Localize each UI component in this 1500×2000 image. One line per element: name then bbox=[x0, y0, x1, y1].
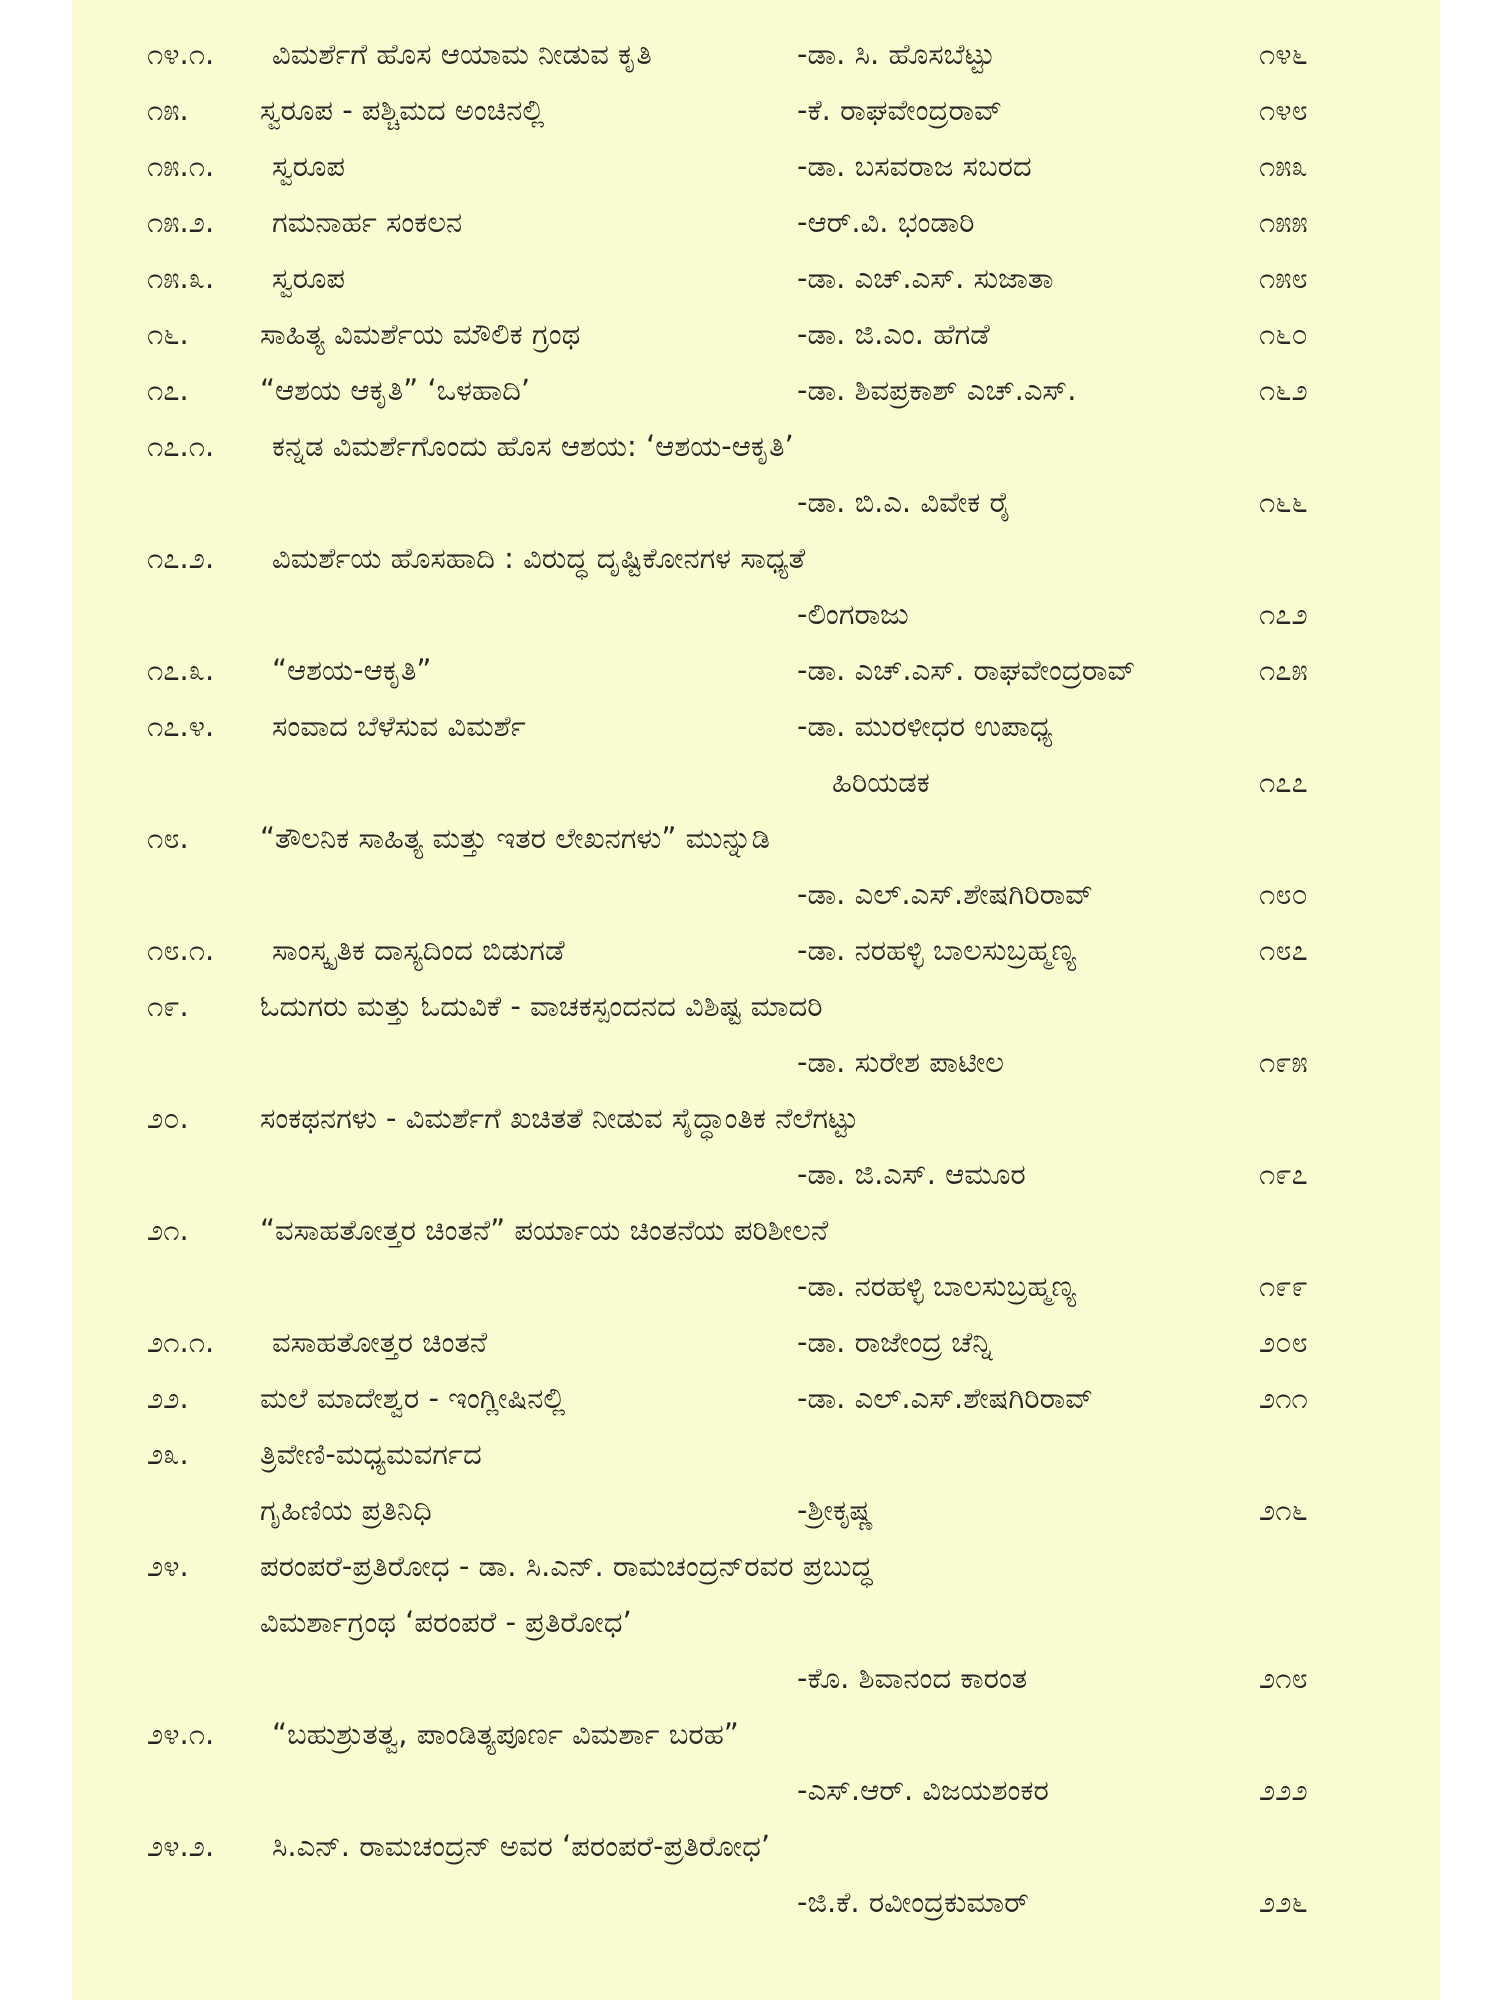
entry-number: ೧೭.೩. bbox=[147, 653, 215, 687]
entry-number: ೧೮. bbox=[147, 821, 189, 855]
toc-entry bbox=[72, 978, 1440, 1034]
toc-entry bbox=[72, 1538, 1440, 1594]
entry-author: -ಶ್ರೀಕೃಷ್ಣ bbox=[797, 1493, 874, 1527]
entry-title: “ಆಶಯ ಆಕೃತಿ” ‘ಒಳಹಾದಿ’ bbox=[260, 373, 531, 407]
entry-number: ೨೧.೧. bbox=[147, 1325, 215, 1359]
entry-page: ೧೭೭ bbox=[1259, 765, 1308, 799]
entry-title: ತ್ರಿವೇಣಿ-ಮಧ್ಯಮವರ್ಗದ bbox=[260, 1437, 482, 1471]
toc-entry bbox=[72, 418, 1440, 474]
toc-entry-continuation bbox=[72, 1258, 1440, 1314]
entry-page: ೧೫೫ bbox=[1259, 205, 1308, 239]
entry-title: ಸಂವಾದ ಬೆಳೆಸುವ ವಿಮರ್ಶೆ bbox=[272, 709, 526, 743]
entry-page: ೧೫೩ bbox=[1259, 149, 1308, 183]
toc-entry bbox=[72, 1314, 1440, 1370]
toc-entry-continuation bbox=[72, 1594, 1440, 1650]
toc-entry bbox=[72, 138, 1440, 194]
entry-page: ೧೯೯ bbox=[1259, 1269, 1308, 1303]
entry-title: ಸಂಕಥನಗಳು - ವಿಮರ್ಶೆಗೆ ಖಚಿತತೆ ನೀಡುವ ಸೈದ್ಧಾಂತಿಕ ನೆಲೆಗಟ್ಟು bbox=[260, 1101, 859, 1135]
entry-number: ೧೫.೩. bbox=[147, 261, 215, 295]
toc-entry bbox=[72, 1090, 1440, 1146]
toc-entry bbox=[72, 1426, 1440, 1482]
entry-author: ಹಿರಿಯಡಕ bbox=[832, 765, 930, 799]
toc-entry bbox=[72, 26, 1440, 82]
entry-author: -ಎಸ್.ಆರ್. ವಿಜಯಶಂಕರ bbox=[797, 1773, 1049, 1807]
entry-author: -ಡಾ. ಎಲ್.ಎಸ್.ಶೇಷಗಿರಿರಾವ್ bbox=[797, 1381, 1094, 1415]
toc-entry-continuation bbox=[72, 1146, 1440, 1202]
entry-page: ೧೬೦ bbox=[1259, 317, 1308, 351]
toc-entry-continuation bbox=[72, 1874, 1440, 1930]
entry-title: ಸ್ವರೂಪ - ಪಶ್ಚಿಮದ ಅಂಚಿನಲ್ಲಿ bbox=[260, 93, 545, 127]
entry-title: ಸ್ವರೂಪ bbox=[272, 261, 346, 295]
entry-number: ೧೭.೨. bbox=[147, 541, 215, 575]
entry-page: ೧೪೬ bbox=[1259, 37, 1308, 71]
toc-entry-continuation bbox=[72, 586, 1440, 642]
entry-author: -ಡಾ. ಸುರೇಶ ಪಾಟೀಲ bbox=[797, 1045, 1005, 1079]
entry-title: ಸಿ.ಎನ್. ರಾಮಚಂದ್ರನ್ ಅವರ ‘ಪರಂಪರೆ-ಪ್ರತಿರೋಧ’ bbox=[272, 1829, 771, 1863]
toc-entry bbox=[72, 810, 1440, 866]
toc-entry bbox=[72, 530, 1440, 586]
toc-entry-continuation bbox=[72, 754, 1440, 810]
entry-title: ಗಮನಾರ್ಹ ಸಂಕಲನ bbox=[272, 205, 463, 239]
entry-page: ೧೬೬ bbox=[1259, 485, 1308, 519]
entry-title: ಕನ್ನಡ ವಿಮರ್ಶೆಗೊಂದು ಹೊಸ ಆಶಯ: ‘ಆಶಯ-ಆಕೃತಿ’ bbox=[272, 429, 794, 463]
entry-author: -ಡಾ. ಜಿ.ಎಂ. ಹೆಗಡೆ bbox=[797, 317, 990, 351]
toc-entry bbox=[72, 250, 1440, 306]
toc-entry-continuation bbox=[72, 474, 1440, 530]
entry-author: -ಕೆ. ರಾಘವೇಂದ್ರರಾವ್ bbox=[797, 93, 1003, 127]
entry-number: ೧೫.೨. bbox=[147, 205, 215, 239]
entry-title: ವಿಮರ್ಶಾಗ್ರಂಥ ‘ಪರಂಪರೆ - ಪ್ರತಿರೋಧ’ bbox=[260, 1605, 632, 1639]
entry-title: ವಿಮರ್ಶೆಗೆ ಹೊಸ ಆಯಾಮ ನೀಡುವ ಕೃತಿ bbox=[272, 37, 652, 71]
entry-page: ೨೨೨ bbox=[1259, 1773, 1308, 1807]
entry-title: ಗೃಹಿಣಿಯ ಪ್ರತಿನಿಧಿ bbox=[260, 1493, 432, 1527]
entry-page: ೧೫೮ bbox=[1259, 261, 1308, 295]
entry-page: ೨೦೮ bbox=[1259, 1325, 1308, 1359]
toc-entry bbox=[72, 698, 1440, 754]
entry-author: -ಡಾ. ಎಚ್.ಎಸ್. ಸುಜಾತಾ bbox=[797, 261, 1054, 295]
entry-number: ೧೭.೪. bbox=[147, 709, 215, 743]
table-of-contents bbox=[72, 0, 1440, 2000]
entry-author: -ಕೊ. ಶಿವಾನಂದ ಕಾರಂತ bbox=[797, 1661, 1028, 1695]
entry-number: ೨೪.೨. bbox=[147, 1829, 215, 1863]
toc-entry bbox=[72, 1370, 1440, 1426]
entry-author: -ಡಾ. ರಾಜೇಂದ್ರ ಚೆನ್ನಿ bbox=[797, 1325, 993, 1359]
entry-number: ೨೧. bbox=[147, 1213, 189, 1247]
toc-entry bbox=[72, 194, 1440, 250]
entry-number: ೧೭. bbox=[147, 373, 189, 407]
entry-page: ೧೭೨ bbox=[1259, 597, 1308, 631]
entry-page: ೧೯೭ bbox=[1259, 1157, 1308, 1191]
entry-page: ೨೧೧ bbox=[1259, 1381, 1308, 1415]
entry-author: -ಡಾ. ಶಿವಪ್ರಕಾಶ್ ಎಚ್.ಎಸ್. bbox=[797, 373, 1077, 407]
entry-author: -ಡಾ. ಜಿ.ಎಸ್. ಆಮೂರ bbox=[797, 1157, 1026, 1191]
entry-title: “ಬಹುಶ್ರುತತ್ವ, ಪಾಂಡಿತ್ಯಪೂರ್ಣ ವಿಮರ್ಶಾ ಬರಹ” bbox=[272, 1717, 739, 1751]
entry-number: ೨೪. bbox=[147, 1549, 189, 1583]
entry-title: “ವಸಾಹತೋತ್ತರ ಚಿಂತನೆ” ಪರ್ಯಾಯ ಚಿಂತನೆಯ ಪರಿಶೀಲನೆ bbox=[260, 1213, 829, 1247]
entry-title: ಪರಂಪರೆ-ಪ್ರತಿರೋಧ - ಡಾ. ಸಿ.ಎನ್. ರಾಮಚಂದ್ರನ್‌ರವರ ಪ್ರಬುದ್ಧ bbox=[260, 1549, 873, 1583]
entry-page: ೧೪೮ bbox=[1259, 93, 1308, 127]
entry-author: -ಡಾ. ಎಲ್.ಎಸ್.ಶೇಷಗಿರಿರಾವ್ bbox=[797, 877, 1094, 911]
toc-entry bbox=[72, 306, 1440, 362]
entry-number: ೧೪.೧. bbox=[147, 37, 215, 71]
entry-author: -ಡಾ. ಬಿ.ಎ. ವಿವೇಕ ರೈ bbox=[797, 485, 1011, 519]
entry-author: -ಆರ್.ವಿ. ಭಂಡಾರಿ bbox=[797, 205, 975, 239]
entry-title: ವಸಾಹತೋತ್ತರ ಚಿಂತನೆ bbox=[272, 1325, 488, 1359]
entry-title: ಸಾಂಸ್ಕೃತಿಕ ದಾಸ್ಯದಿಂದ ಬಿಡುಗಡೆ bbox=[272, 933, 565, 967]
entry-number: ೧೬. bbox=[147, 317, 189, 351]
entry-page: ೨೧೬ bbox=[1259, 1493, 1308, 1527]
entry-page: ೨೧೮ bbox=[1259, 1661, 1308, 1695]
toc-entry bbox=[72, 1202, 1440, 1258]
entry-number: ೧೯. bbox=[147, 989, 189, 1023]
toc-entry-continuation bbox=[72, 1650, 1440, 1706]
toc-entry bbox=[72, 922, 1440, 978]
entry-title: “ತೌಲನಿಕ ಸಾಹಿತ್ಯ ಮತ್ತು ಇತರ ಲೇಖನಗಳು” ಮುನ್ನುಡಿ bbox=[260, 821, 770, 855]
entry-author: -ಡಾ. ಬಸವರಾಜ ಸಬರದ bbox=[797, 149, 1032, 183]
entry-page: ೨೨೬ bbox=[1259, 1885, 1308, 1919]
toc-entry bbox=[72, 82, 1440, 138]
toc-entry bbox=[72, 1818, 1440, 1874]
toc-entry bbox=[72, 642, 1440, 698]
entry-number: ೨೦. bbox=[147, 1101, 189, 1135]
entry-number: ೨೪.೧. bbox=[147, 1717, 215, 1751]
entry-page: ೧೭೫ bbox=[1259, 653, 1308, 687]
entry-author: -ಜಿ.ಕೆ. ರವೀಂದ್ರಕುಮಾರ್ bbox=[797, 1885, 1029, 1919]
entry-page: ೧೯೫ bbox=[1259, 1045, 1308, 1079]
entry-number: ೧೫. bbox=[147, 93, 189, 127]
entry-number: ೨೨. bbox=[147, 1381, 189, 1415]
toc-entry-continuation bbox=[72, 1482, 1440, 1538]
toc-entry-continuation bbox=[72, 1034, 1440, 1090]
entry-title: ಮಲೆ ಮಾದೇಶ್ವರ - ಇಂಗ್ಲೀಷಿನಲ್ಲಿ bbox=[260, 1381, 566, 1415]
entry-number: ೨೩. bbox=[147, 1437, 189, 1471]
toc-entry-continuation bbox=[72, 866, 1440, 922]
entry-number: ೧೫.೧. bbox=[147, 149, 215, 183]
toc-entry bbox=[72, 362, 1440, 418]
toc-entry-continuation bbox=[72, 1762, 1440, 1818]
entry-page: ೧೮೭ bbox=[1259, 933, 1308, 967]
toc-entry bbox=[72, 1706, 1440, 1762]
entry-page: ೧೬೨ bbox=[1259, 373, 1308, 407]
entry-author: -ಡಾ. ನರಹಳ್ಳಿ ಬಾಲಸುಬ್ರಹ್ಮಣ್ಯ bbox=[797, 1269, 1076, 1303]
entry-author: -ಡಾ. ಎಚ್.ಎಸ್. ರಾಘವೇಂದ್ರರಾವ್ bbox=[797, 653, 1136, 687]
entry-author: -ಲಿಂಗರಾಜು bbox=[797, 597, 909, 631]
entry-number: ೧೭.೧. bbox=[147, 429, 215, 463]
entry-author: -ಡಾ. ನರಹಳ್ಳಿ ಬಾಲಸುಬ್ರಹ್ಮಣ್ಯ bbox=[797, 933, 1076, 967]
entry-page: ೧೮೦ bbox=[1259, 877, 1308, 911]
entry-number: ೧೮.೧. bbox=[147, 933, 215, 967]
entry-author: -ಡಾ. ಸಿ. ಹೊಸಬೆಟ್ಟು bbox=[797, 37, 995, 71]
entry-title: “ಆಶಯ-ಆಕೃತಿ” bbox=[272, 653, 432, 687]
entry-title: ಸ್ವರೂಪ bbox=[272, 149, 346, 183]
entry-author: -ಡಾ. ಮುರಳೀಧರ ಉಪಾಧ್ಯ bbox=[797, 709, 1053, 743]
entry-title: ಸಾಹಿತ್ಯ ವಿಮರ್ಶೆಯ ಮೌಲಿಕ ಗ್ರಂಥ bbox=[260, 317, 581, 351]
entry-title: ವಿಮರ್ಶೆಯ ಹೊಸಹಾದಿ : ವಿರುದ್ಧ ದೃಷ್ಟಿಕೋನಗಳ ಸಾಧ್ಯತೆ bbox=[272, 541, 806, 575]
entry-title: ಓದುಗರು ಮತ್ತು ಓದುವಿಕೆ - ವಾಚಕಸ್ಪಂದನದ ವಿಶಿಷ್ಟ ಮಾದರಿ bbox=[260, 989, 823, 1023]
